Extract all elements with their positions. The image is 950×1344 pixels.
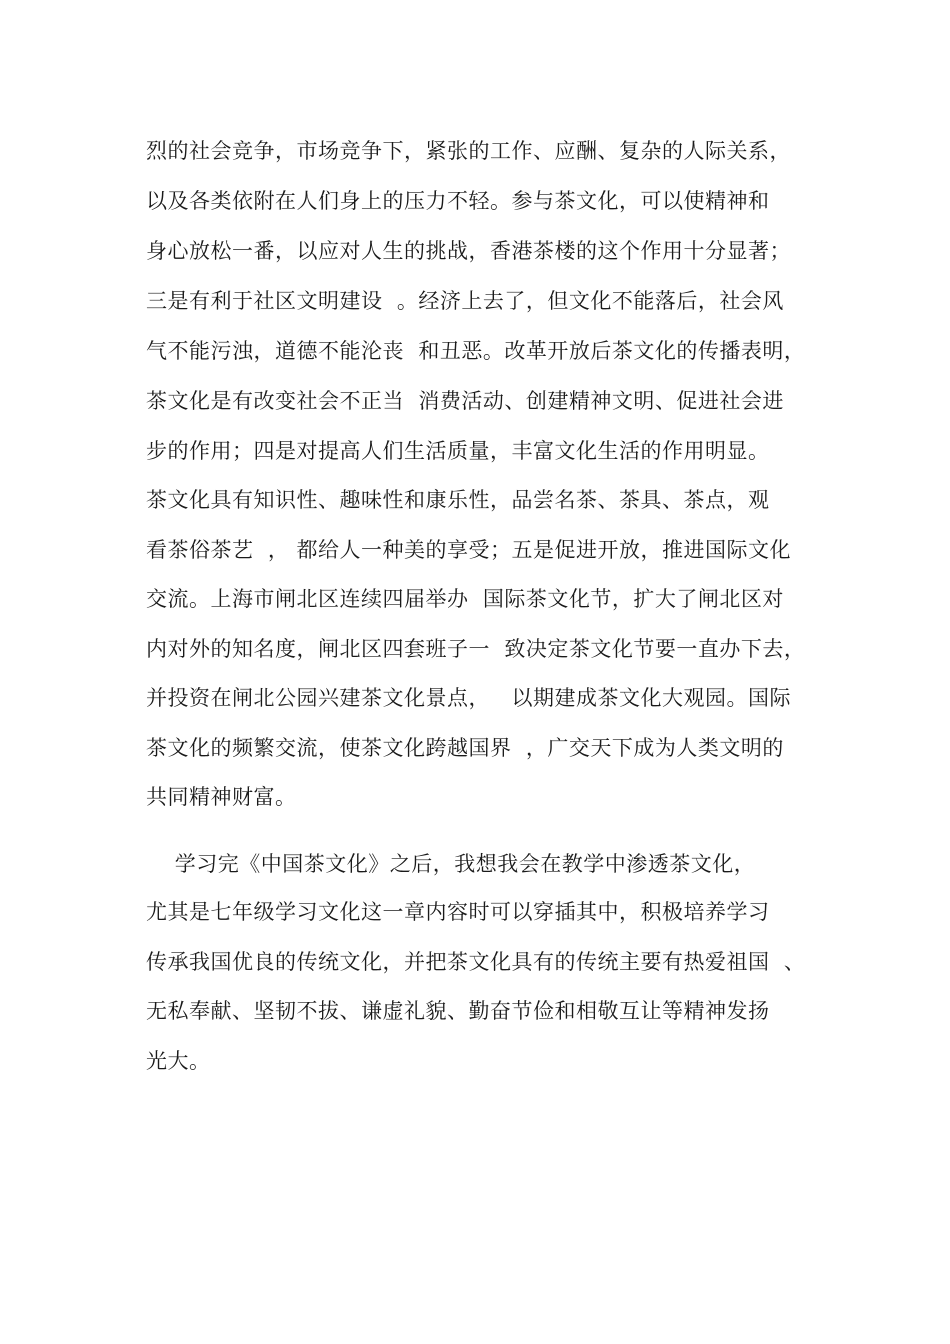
text-line: 光大。 bbox=[146, 1049, 211, 1073]
text-line: 烈的社会竞争，市场竞争下，紧张的工作、应酬、复杂的人际关系， bbox=[146, 139, 791, 163]
text-line: 共同精神财富。 bbox=[146, 785, 297, 809]
text-line: 看茶俗茶艺 ， 都给人一种美的享受；五是促进开放，推进国际文化 bbox=[146, 538, 792, 562]
text-line: 无私奉献、坚韧不拔、谦虚礼貌、勤奋节俭和相敬互让等精神发扬 bbox=[146, 999, 770, 1023]
text-line: 茶文化具有知识性、趣味性和康乐性，品尝名茶、茶具、茶点，观 bbox=[146, 488, 770, 512]
text-line: 交流。上海市闸北区连续四届举办 国际茶文化节，扩大了闸北区对 bbox=[146, 587, 784, 611]
text-line: 气不能污浊，道德不能沦丧 和丑恶。改革开放后茶文化的传播表明， bbox=[146, 339, 806, 363]
text-line: 并投资在闸北公园兴建茶文化景点， 以期建成茶文化大观园。国际 bbox=[146, 686, 792, 710]
text-line: 身心放松一番，以应对人生的挑战，香港茶楼的这个作用十分显著； bbox=[146, 239, 791, 263]
text-line: 三是有利于社区文明建设 。经济上去了，但文化不能落后，社会风 bbox=[146, 289, 784, 313]
text-line: 尤其是七年级学习文化这一章内容时可以穿插其中，积极培养学习 bbox=[146, 900, 770, 924]
text-line: 茶文化的频繁交流，使茶文化跨越国界 ，广交天下成为人类文明的 bbox=[146, 736, 784, 760]
text-line: 以及各类依附在人们身上的压力不轻。参与茶文化，可以使精神和 bbox=[146, 189, 770, 213]
text-line: 茶文化是有改变社会不正当 消费活动、创建精神文明、促进社会进 bbox=[146, 389, 784, 413]
text-line: 学习完《中国茶文化》之后，我想我会在教学中渗透茶文化， bbox=[146, 852, 756, 876]
text-line: 内对外的知名度，闸北区四套班子一 致决定茶文化节要一直办下去， bbox=[146, 637, 806, 661]
text-line: 步的作用；四是对提高人们生活质量，丰富文化生活的作用明显。 bbox=[146, 439, 770, 463]
text-line: 传承我国优良的传统文化，并把茶文化具有的传统主要有热爱祖国 、 bbox=[146, 950, 806, 974]
